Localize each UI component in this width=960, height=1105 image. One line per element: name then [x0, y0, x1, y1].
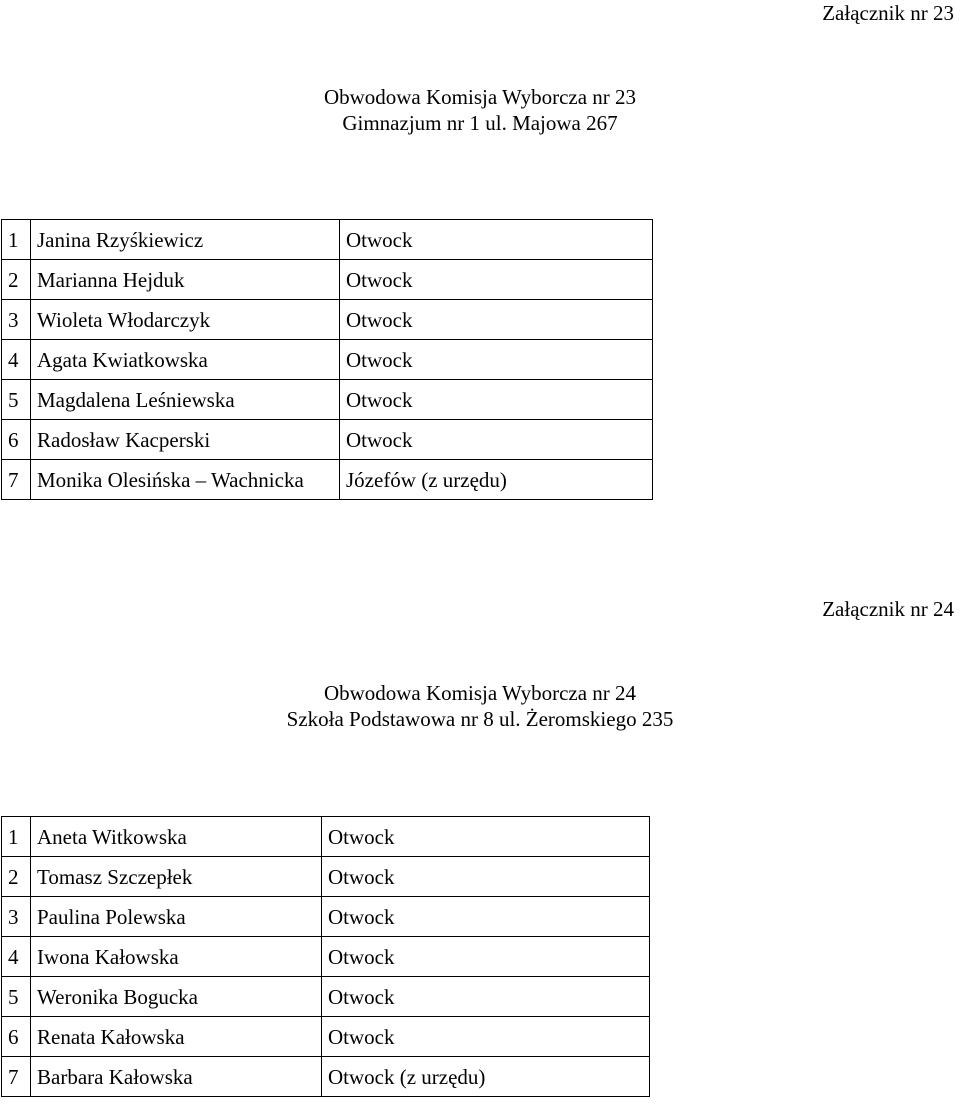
table-row — [2, 260, 653, 300]
table-row — [2, 380, 653, 420]
commission-location-24: Szkoła Podstawowa nr 8 ul. Żeromskiego 235 — [286, 707, 674, 731]
member-name: Tomasz Szczepłek — [31, 857, 322, 897]
annex-label-23: Załącznik nr 23 — [822, 1, 954, 25]
member-number: 4 — [2, 340, 31, 380]
table-row — [2, 897, 650, 937]
member-town: Otwock — [340, 340, 653, 380]
member-name: Renata Kałowska — [31, 1017, 322, 1057]
table-row — [2, 937, 650, 977]
member-town: Otwock — [340, 420, 653, 460]
members-table-24 — [1, 816, 650, 1097]
members-table-23 — [1, 219, 653, 500]
member-number: 5 — [2, 977, 31, 1017]
table-row — [2, 1057, 650, 1097]
table-row — [2, 420, 653, 460]
member-name: Barbara Kałowska — [31, 1057, 322, 1097]
member-town: Otwock — [322, 937, 650, 977]
member-name: Aneta Witkowska — [31, 817, 322, 857]
member-town: Otwock — [340, 380, 653, 420]
member-name: Magdalena Leśniewska — [31, 380, 340, 420]
member-town: Otwock — [340, 300, 653, 340]
commission-location-23: Gimnazjum nr 1 ul. Majowa 267 — [342, 111, 618, 135]
table-row — [2, 460, 653, 500]
member-number: 2 — [2, 260, 31, 300]
member-number: 3 — [2, 897, 31, 937]
table-row — [2, 220, 653, 260]
table-row — [2, 817, 650, 857]
member-number: 3 — [2, 300, 31, 340]
table-row — [2, 977, 650, 1017]
table-row — [2, 1017, 650, 1057]
member-number: 4 — [2, 937, 31, 977]
member-number: 7 — [2, 1057, 31, 1097]
member-town: Józefów (z urzędu) — [340, 460, 653, 500]
table-row — [2, 857, 650, 897]
member-name: Monika Olesińska – Wachnicka — [31, 460, 340, 500]
member-town: Otwock (z urzędu) — [322, 1057, 650, 1097]
member-town: Otwock — [322, 977, 650, 1017]
member-number: 6 — [2, 1017, 31, 1057]
member-town: Otwock — [340, 260, 653, 300]
member-number: 6 — [2, 420, 31, 460]
member-number: 5 — [2, 380, 31, 420]
member-town: Otwock — [322, 897, 650, 937]
member-number: 7 — [2, 460, 31, 500]
member-name: Paulina Polewska — [31, 897, 322, 937]
member-name: Radosław Kacperski — [31, 420, 340, 460]
member-name: Marianna Hejduk — [31, 260, 340, 300]
commission-header-24 — [0, 680, 960, 732]
member-town: Otwock — [322, 857, 650, 897]
member-name: Wioleta Włodarczyk — [31, 300, 340, 340]
member-number: 1 — [2, 220, 31, 260]
member-name: Iwona Kałowska — [31, 937, 322, 977]
member-town: Otwock — [322, 1017, 650, 1057]
commission-name-24: Obwodowa Komisja Wyborcza nr 24 — [323, 681, 637, 705]
member-name: Agata Kwiatkowska — [31, 340, 340, 380]
commission-header-23 — [0, 84, 960, 136]
member-name: Janina Rzyśkiewicz — [31, 220, 340, 260]
table-row — [2, 340, 653, 380]
annex-label-24: Załącznik nr 24 — [822, 597, 954, 621]
member-town: Otwock — [322, 817, 650, 857]
member-number: 2 — [2, 857, 31, 897]
member-number: 1 — [2, 817, 31, 857]
commission-name-23: Obwodowa Komisja Wyborcza nr 23 — [323, 85, 637, 109]
table-row — [2, 300, 653, 340]
member-name: Weronika Bogucka — [31, 977, 322, 1017]
member-town: Otwock — [340, 220, 653, 260]
